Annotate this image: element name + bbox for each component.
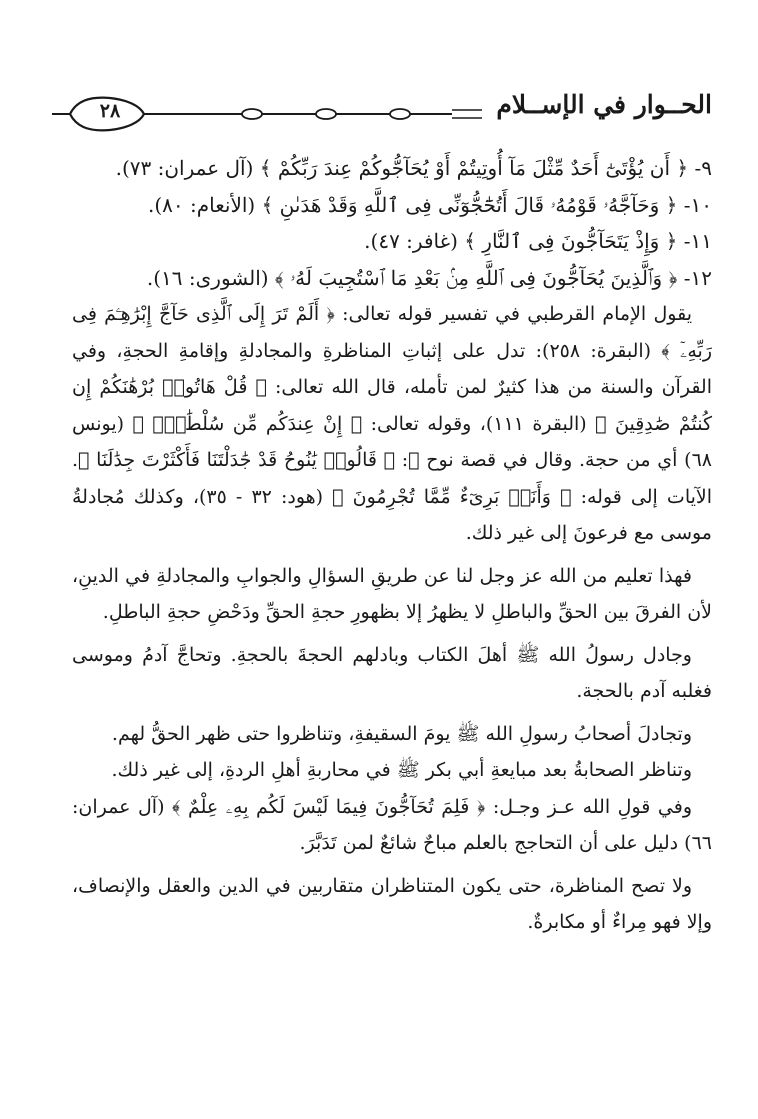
numbered-verse-item: ١٠- ﴿ وَحَآجَّهُۥ قَوْمُهُۥ قَالَ أَتُحَٰٓجُّوٓنِّى فِى ٱللَّهِ وَقَدْ هَدَىٰنِ ﴾ (الأنعام: ٨٠). [148, 192, 712, 217]
page-number: ٢٨ [99, 100, 121, 122]
numbered-verse-item: ١١- ﴿ وَإِذْ يَتَحَآجُّونَ فِى ٱلنَّارِ ﴾ (غافر: ٤٧). [364, 229, 712, 253]
page-header [52, 88, 712, 136]
paragraph-al-imran: وفي قولِ الله عـز وجـل: ﴿ فَلِمَ تُحَآجُّونَ فِيمَا لَيْسَ لَكُم بِهِۦ عِلْمٌ ﴾ (آل عمران: ٦٦) دليل على أن التحاجج بالعلم مباحٌ شائعٌ لمن تَدَبَّرَ. [72, 795, 712, 854]
paragraph-qurtubi: يقول الإمام القرطبي في تفسير قوله تعالى: ﴿ أَلَمْ تَرَ إِلَى ٱلَّذِى حَآجَّ إِبْرَٰهِـۧمَ فِى رَبِّهِۦٓ ﴾ (البقرة: ٢٥٨): تدل على إثباتِ المناظرةِ والمجادلةِ وإقامةِ الحجةِ، وفي القرآن والسنة من هذا كثيرٌ لمن تأمله، قال الله تعالى: ﴿ قُلْ هَاتُوا۟ بُرْهَٰنَكُمْ إِن كُنتُمْ صَٰدِقِينَ ﴾ (البقرة ١١١)، وقوله تعالى: ﴿ إِنْ عِندَكُم مِّن سُلْطَٰنٍۭ ﴾ (يونس ٦٨) أي من حجة. وقال في قصة نوح ﷺ: ﴿ قَالُوا۟ يَٰنُوحُ قَدْ جَٰدَلْتَنَا فَأَكْثَرْتَ جِدَٰلَنَا ﴾. الآيات إلى قوله: ﴿ وَأَنَا۠ بَرِىٓءٌ مِّمَّا تُجْرِمُونَ ﴾ (هود: ٣٢ - ٣٥)، وكذلك مُجادلةُ موسى مع فرعونَ إلى غير ذلك. [72, 303, 713, 544]
paragraph-saqifa: وتجادلَ أصحابُ رسولِ الله ﷺ يومَ السقيفةِ، وتناظروا حتى ظهر الحقُّ لهم. [111, 722, 692, 745]
numbered-verse-item: ٩- ﴿ أَن يُؤْتَىٰٓ أَحَدٌ مِّثْلَ مَآ أُوتِيتُمْ أَوْ يُحَآجُّوكُمْ عِندَ رَبِّكُمْ ﴾ (آل عمران: ٧٣). [115, 156, 712, 180]
paragraph-prophet-debate: وجادل رسولُ الله ﷺ أهلَ الكتاب وبادلهم الحجةَ بالحجةِ. وتحاجَّ آدمُ وموسى فغلبه آدم بالحجة. [72, 643, 712, 702]
paragraph-conditions: ولا تصح المناظرة، حتى يكون المتناظران متقاربين في الدين والعقل والإنصاف، وإلا فهو مِراءٌ أو مكابرةٌ. [72, 874, 712, 933]
running-title: الحــوار في الإســلام [496, 90, 712, 119]
paragraph-teaching: فهذا تعليم من الله عز وجل لنا عن طريقِ السؤالِ والجوابِ والمجادلةِ في الدينِ، لأن الفرقَ بين الحقِّ والباطلِ لا يظهرُ إلا بظهورِ حجةِ الحقِّ ودَحْضِ حجةِ الباطلِ. [72, 564, 712, 623]
paragraph-ridda: وتناظر الصحابةُ بعد مبايعةِ أبي بكر ﷺ في محاربةِ أهلِ الردةِ، إلى غير ذلك. [111, 759, 692, 781]
page-body [72, 150, 712, 941]
numbered-verse-item: ١٢- ﴿ وَٱلَّذِينَ يُحَآجُّونَ فِى ٱللَّهِ مِنۢ بَعْدِ مَا ٱسْتُجِيبَ لَهُۥ ﴾ (الشورى: ١٦). [146, 265, 712, 290]
